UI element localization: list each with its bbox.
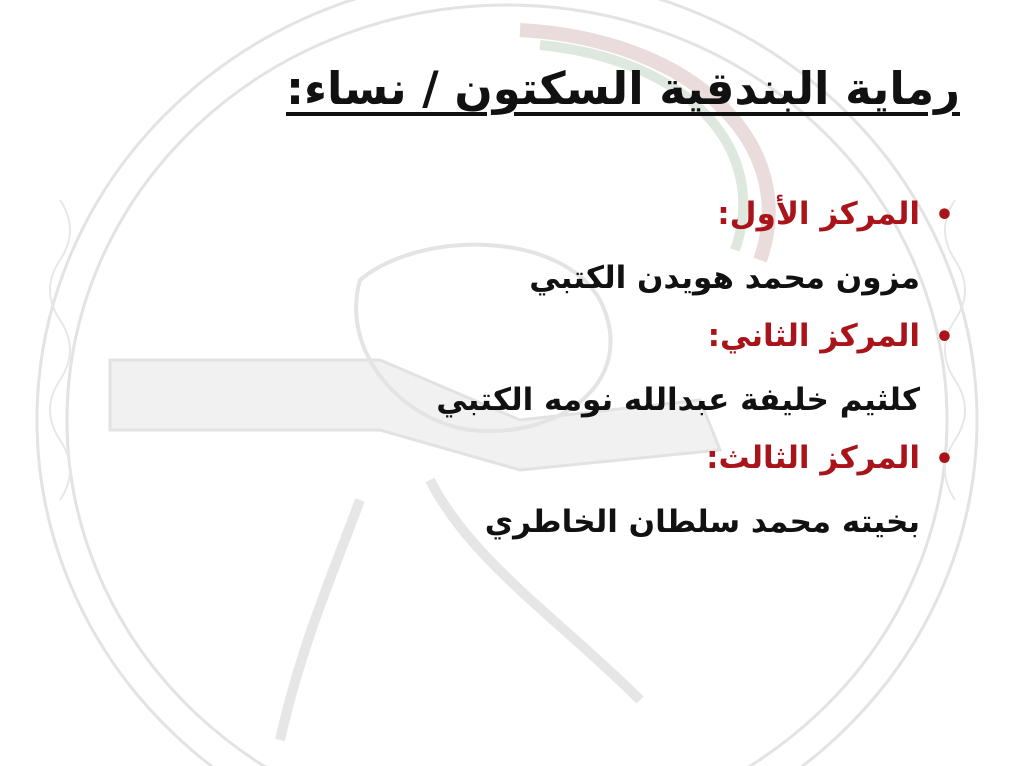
place-heading (436, 190, 954, 238)
place-heading (436, 312, 954, 360)
winner-name: مزون محمد هويدن الكتبي (529, 260, 920, 296)
bullet-icon: • (934, 320, 954, 355)
place-heading-label: المركز الأول: (717, 196, 920, 232)
bullet-icon: • (934, 198, 954, 233)
list-item (436, 434, 954, 546)
results-list (436, 190, 954, 556)
place-heading-label: المركز الثاني: (707, 318, 920, 354)
bullet-icon: • (934, 442, 954, 477)
list-item (436, 312, 954, 424)
place-heading (436, 434, 954, 482)
winner-name: كلثيم خليفة عبدالله نومه الكتبي (436, 382, 920, 418)
place-heading-label: المركز الثالث: (706, 440, 920, 476)
slide-title: رماية البندقية السكتون / نساء: (286, 62, 960, 115)
winner-name: بخيته محمد سلطان الخاطري (484, 504, 920, 540)
list-item (436, 190, 954, 302)
